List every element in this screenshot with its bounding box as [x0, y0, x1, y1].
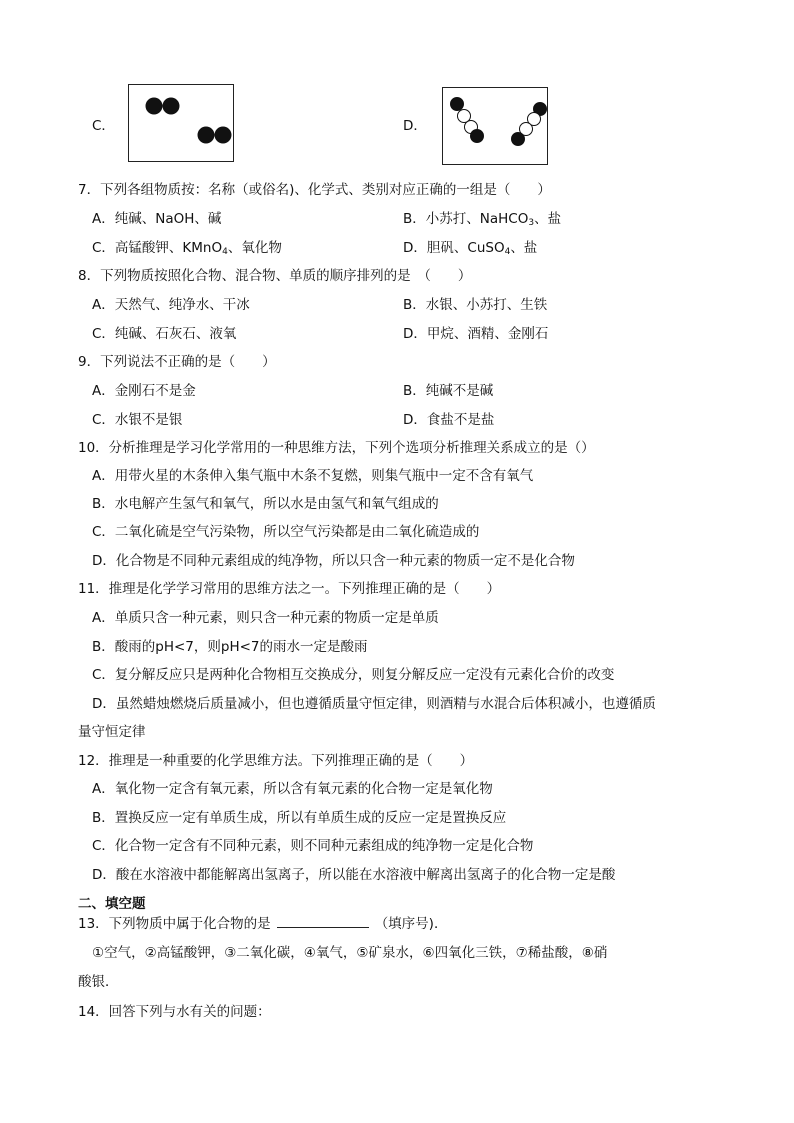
q13-items-line1: ①空气，②高锰酸钾，③二氧化碳，④氧气，⑤矿泉水，⑥四氧化三铁，⑦稀盐酸，⑧硝 [92, 945, 608, 961]
section-title: 二、填空题 [78, 896, 146, 912]
chain-molecules-diagram [443, 88, 547, 164]
q7-b-subscript: 3 [528, 218, 535, 228]
q9-option-d: D．食盐不是盐 [403, 412, 495, 428]
option-d-label: D． [403, 118, 427, 134]
q7-b-suffix: 、盐 [534, 211, 562, 227]
atom [471, 130, 484, 143]
q7-c-suffix: 、氧化物 [227, 240, 282, 256]
q7-option-b [403, 210, 561, 232]
q11-option-c: C．复分解反应只是两种化合物相互交换成分，则复分解反应一定没有元素化合价的改变 [92, 667, 615, 683]
q7-d-text: D．胆矾、CuSO [403, 240, 505, 256]
q7-option-d [403, 239, 537, 261]
question-10-stem: 10．分析推理是学习化学常用的一种思维方法，下列个选项分析推理关系成立的是（） [78, 440, 595, 456]
q7-option-a: A．纯碱、NaOH、碱 [92, 211, 222, 227]
q13-stem-suffix: （填序号)． [374, 916, 448, 932]
q11-option-a: A．单质只含一种元素，则只含一种元素的物质一定是单质 [92, 610, 439, 626]
molecule-figure-c [128, 84, 234, 162]
q10-option-b: B．水电解产生氢气和氧气，所以水是由氢气和氧气组成的 [92, 496, 439, 512]
q13-answer-blank[interactable] [277, 915, 369, 928]
q11-option-d-line2: 量守恒定律 [78, 724, 146, 740]
q10-option-c: C．二氧化硫是空气污染物，所以空气污染都是由二氧化硫造成的 [92, 524, 480, 540]
atom [512, 133, 525, 146]
q7-b-text: B．小苏打、NaHCO [403, 211, 529, 227]
q10-option-a: A．用带火星的木条伸入集气瓶中木条不复燃，则集气瓶中一定不含有氧气 [92, 468, 534, 484]
option-c-label: C． [92, 118, 115, 134]
q8-option-d: D．甲烷、酒精、金刚石 [403, 326, 549, 342]
question-12-stem: 12．推理是一种重要的化学思维方法。下列推理正确的是（ ） [78, 753, 474, 769]
question-9-stem: 9．下列说法不正确的是（ ） [78, 354, 276, 370]
atom [146, 98, 163, 115]
q8-option-c: C．纯碱、石灰石、液氧 [92, 326, 237, 342]
question-8-stem: 8．下列物质按照化合物、混合物、单质的顺序排列的是 （ ） [78, 268, 472, 284]
q7-c-text: C．高锰酸钾、KMnO [92, 240, 223, 256]
q9-option-a: A．金刚石不是金 [92, 383, 196, 399]
q12-option-a: A．氧化物一定含有氧元素，所以含有氧元素的化合物一定是氧化物 [92, 781, 493, 797]
molecule-figure-d [442, 87, 548, 165]
q12-option-c: C．化合物一定含有不同种元素，则不同种元素组成的纯净物一定是化合物 [92, 838, 534, 854]
q11-option-b: B．酸雨的pH<7，则pH<7的雨水一定是酸雨 [92, 639, 368, 655]
question-11-stem: 11．推理是化学学习常用的思维方法之一。下列推理正确的是（ ） [78, 581, 501, 597]
q12-option-b: B．置换反应一定有单质生成，所以有单质生成的反应一定是置换反应 [92, 810, 507, 826]
q7-c-subscript: 4 [222, 247, 228, 257]
q11-option-d-line1: D．虽然蜡烛燃烧后质量减小，但也遵循质量守恒定律，则酒精与水混合后体积减小，也遵循质 [92, 696, 656, 712]
atom [451, 98, 464, 111]
q9-option-b: B．纯碱不是碱 [403, 383, 494, 399]
q12-option-d: D．酸在水溶液中都能解离出氢离子，所以能在水溶液中解离出氢离子的化合物一定是酸 [92, 867, 616, 883]
atom [198, 127, 215, 144]
q13-stem-text: 13．下列物质中属于化合物的是 [78, 916, 271, 932]
atom [215, 127, 232, 144]
q7-d-subscript: 4 [504, 247, 511, 257]
q7-d-suffix: 、盐 [510, 240, 538, 256]
q8-option-a: A．天然气、纯净水、干冰 [92, 297, 250, 313]
q7-option-c [92, 239, 282, 261]
q10-option-d: D．化合物是不同种元素组成的纯净物，所以只含一种元素的物质一定不是化合物 [92, 553, 575, 569]
q13-items-line2: 酸银． [78, 974, 119, 990]
q9-option-c: C．水银不是银 [92, 412, 183, 428]
atom [163, 98, 180, 115]
q8-option-b: B．水银、小苏打、生铁 [403, 297, 548, 313]
question-14-stem: 14．回答下列与水有关的问题： [78, 1004, 271, 1020]
question-7-stem: 7．下列各组物质按：名称（或俗名)、化学式、类别对应正确的一组是（ ） [78, 182, 551, 198]
diatomic-molecules-diagram [129, 85, 233, 161]
question-13-stem [78, 915, 447, 933]
